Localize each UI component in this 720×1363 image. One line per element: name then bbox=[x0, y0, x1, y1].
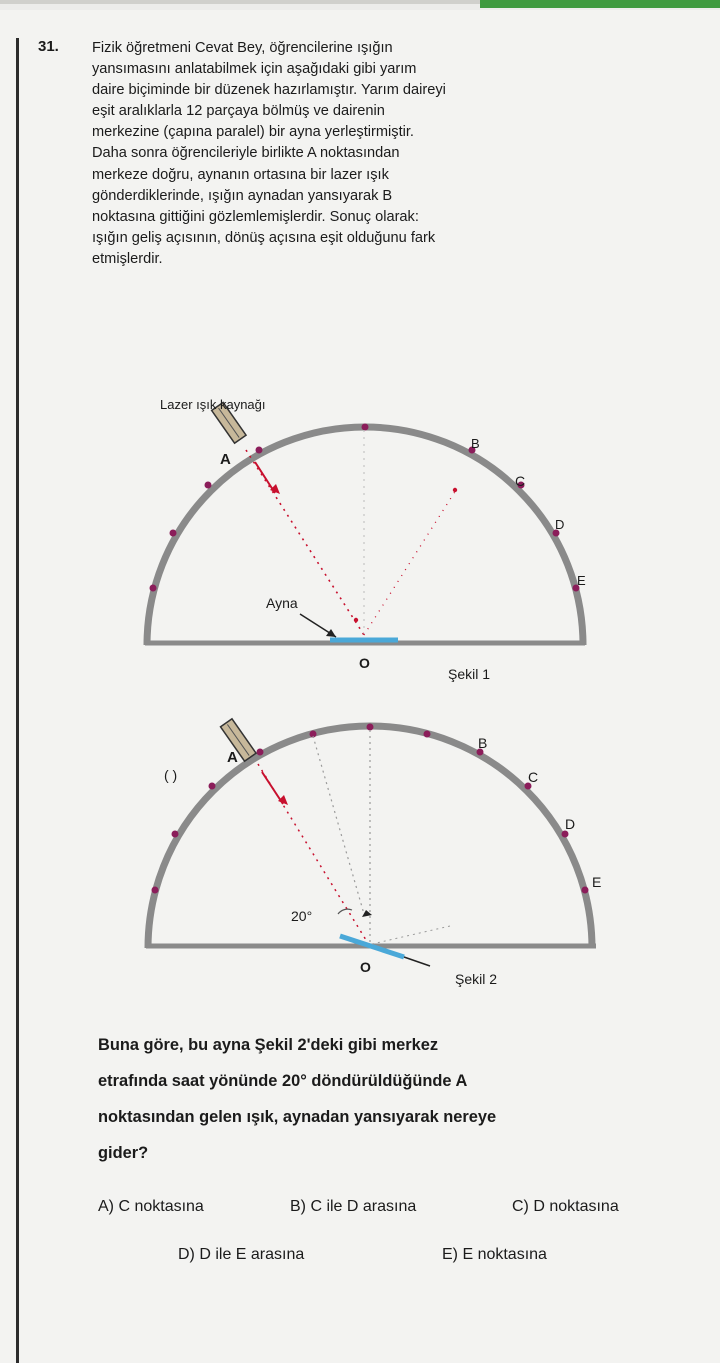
arc-inner-line bbox=[153, 433, 577, 645]
rotated-normal bbox=[313, 736, 364, 914]
mirror-extension bbox=[404, 957, 430, 966]
arc-tick bbox=[362, 424, 369, 431]
arc-tick bbox=[205, 482, 212, 489]
figure-1-caption: Şekil 1 bbox=[448, 666, 491, 682]
arc-tick bbox=[424, 731, 431, 738]
figure-2 bbox=[0, 700, 720, 1000]
point-label-c: C bbox=[515, 473, 526, 489]
arc-tick bbox=[257, 749, 264, 756]
point-label-c: C bbox=[528, 769, 539, 785]
laser-device bbox=[221, 719, 257, 761]
point-label-d: D bbox=[565, 816, 576, 832]
question-line: ışığın geliş açısının, dönüş açısına eşit olduğunu fark bbox=[92, 229, 436, 246]
question-text bbox=[92, 38, 632, 270]
option-e[interactable]: E) E noktasına bbox=[442, 1246, 547, 1263]
point-label-b: B bbox=[471, 436, 480, 451]
arc-tick bbox=[172, 831, 179, 838]
question-line: yansımasını anlatabilmek için aşağıdaki gibi yarım bbox=[92, 61, 417, 78]
top-gray-bar bbox=[0, 0, 480, 4]
arc-inner-line bbox=[154, 732, 586, 948]
reflected-ray bbox=[364, 490, 456, 635]
arc-tick bbox=[209, 783, 216, 790]
question-line: eşit aralıklarla 12 parçaya bölmüş ve dairenin bbox=[92, 103, 385, 120]
option-c[interactable]: C) D noktasına bbox=[512, 1198, 619, 1215]
point-label-b: B bbox=[478, 735, 488, 751]
prompt-line: Buna göre, bu ayna Şekil 2'deki gibi merkez bbox=[98, 1036, 439, 1054]
question-line: Fizik öğretmeni Cevat Bey, öğrencilerine ışığın bbox=[92, 40, 393, 56]
question-number: 31. bbox=[38, 38, 59, 55]
arc-tick bbox=[582, 887, 589, 894]
arc-tick bbox=[170, 530, 177, 537]
center-label: O bbox=[359, 655, 370, 671]
prompt-line: etrafında saat yönünde 20° döndürüldüğünde A bbox=[98, 1072, 468, 1090]
ray-marker bbox=[354, 618, 358, 622]
question-prompt bbox=[98, 1027, 678, 1171]
top-strip bbox=[0, 0, 720, 10]
reflected-ray-point bbox=[453, 488, 457, 492]
center-label: O bbox=[360, 959, 371, 975]
point-label-a: A bbox=[220, 451, 231, 468]
angle-label: 20° bbox=[291, 908, 313, 924]
semicircle-arc bbox=[147, 427, 583, 645]
figure-1-diagram bbox=[0, 390, 720, 690]
angle-guide bbox=[372, 926, 450, 944]
option-b[interactable]: B) C ile D arasına bbox=[290, 1198, 417, 1215]
point-label-a: A bbox=[227, 749, 238, 766]
point-label-e: E bbox=[577, 573, 586, 588]
incident-ray bbox=[246, 450, 364, 635]
arc-tick bbox=[150, 585, 157, 592]
arc-tick bbox=[152, 887, 159, 894]
arc-tick bbox=[367, 724, 374, 731]
question-line: gönderdiklerinde, ışığın aynadan yansıyarak B bbox=[92, 187, 393, 204]
prompt-line: noktasından gelen ışık, aynadan yansıyarak nereye bbox=[98, 1108, 497, 1126]
question-line: merkeze doğru, aynanın ortasına bir lazer ışık bbox=[92, 166, 389, 183]
side-mark: ( ) bbox=[164, 767, 178, 783]
question-line: merkezine (çapına paralel) bir ayna yerleştirmiştir. bbox=[92, 124, 414, 141]
top-green-bar bbox=[480, 0, 720, 8]
figure-1 bbox=[0, 390, 720, 690]
point-label-d: D bbox=[555, 517, 565, 532]
option-d[interactable]: D) D ile E arasına bbox=[178, 1246, 305, 1263]
option-a[interactable]: A) C noktasına bbox=[98, 1198, 204, 1215]
question-line: daire biçiminde bir düzenek hazırlamıştır. Yarım daireyi bbox=[92, 82, 446, 99]
prompt-line: gider? bbox=[98, 1144, 149, 1162]
question-line: noktasına gittiğini gözlemlemişlerdir. Sonuç olarak: bbox=[92, 208, 419, 225]
question-line: etmişlerdir. bbox=[92, 250, 163, 267]
point-label-e: E bbox=[592, 874, 602, 890]
mirror-pointer-arrowhead bbox=[326, 629, 336, 637]
mirror-label: Ayna bbox=[266, 595, 298, 611]
question-line: Daha sonra öğrencileriyle birlikte A noktasından bbox=[92, 145, 400, 162]
figure-2-diagram bbox=[0, 700, 720, 1000]
laser-label: Lazer ışık kaynağı bbox=[160, 397, 266, 412]
figure-2-caption: Şekil 2 bbox=[455, 971, 498, 987]
arc-tick bbox=[256, 447, 263, 454]
